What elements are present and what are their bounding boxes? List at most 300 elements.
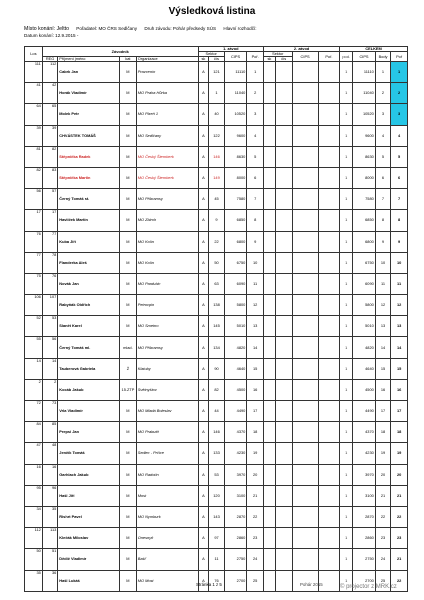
table-row <box>25 273 408 294</box>
cell-empty <box>275 167 292 188</box>
cell-name: Horák Vladimír <box>58 83 120 104</box>
cell-name: Havlíček Martin <box>58 210 120 231</box>
cell-name: Kuba Jiří <box>58 231 120 252</box>
print-info: Pohár 2015 <box>300 582 323 587</box>
cell-empty <box>318 210 339 231</box>
cell-empty <box>292 167 318 188</box>
cell-empty <box>264 401 276 422</box>
cell-empty <box>318 252 339 273</box>
cell-org: MO Kolín <box>136 252 198 273</box>
cell-total-cips: 7580 <box>353 189 376 210</box>
cell-los: 95 <box>25 485 43 506</box>
date-label: Datum konání: 12.9.2015 - <box>24 32 79 38</box>
cell-number: 9 <box>209 210 224 231</box>
watermark: © projector z MRK.cz <box>340 584 397 590</box>
cell-name: CHVÁSTEK TOMÁŠ <box>58 125 120 146</box>
table-row <box>25 83 408 104</box>
cell-sector: A <box>198 316 209 337</box>
cell-rank-round1: 20 <box>247 464 264 485</box>
cell-empty <box>275 189 292 210</box>
cell-empty <box>264 485 276 506</box>
cell-total-cips: 11110 <box>353 62 376 83</box>
cell-empty <box>292 401 318 422</box>
cell-los: 75 <box>25 273 43 294</box>
cell-empty <box>264 316 276 337</box>
cell-final-rank: 2 <box>391 83 408 104</box>
cell-empty <box>318 189 339 210</box>
cell-pod: 1 <box>340 316 353 337</box>
cell-reg: 78 <box>42 252 57 273</box>
cell-pod: 1 <box>340 570 353 591</box>
cell-rank-round1: 13 <box>247 316 264 337</box>
cell-final-rank: 5 <box>391 146 408 167</box>
cell-empty <box>264 422 276 443</box>
cell-reg: 85 <box>42 422 57 443</box>
cell-empty <box>264 379 276 400</box>
cell-number: 146 <box>209 146 224 167</box>
cell-sector: A <box>198 464 209 485</box>
cell-kat: mlad. <box>120 337 137 358</box>
cell-empty <box>275 401 292 422</box>
cell-org: MO Most <box>136 570 198 591</box>
cell-sector: A <box>198 570 209 591</box>
cell-number: 145 <box>209 316 224 337</box>
table-row <box>25 295 408 316</box>
cell-total-cips: 11040 <box>353 83 376 104</box>
cell-total-cips: 4230 <box>353 443 376 464</box>
cell-los: 64 <box>25 104 43 125</box>
cell-los: 47 <box>25 443 43 464</box>
cell-final-rank: 11 <box>391 273 408 294</box>
cell-kat: M <box>120 62 137 83</box>
cell-body: 2 <box>375 83 390 104</box>
header-sektor-2: Sektor <box>264 52 293 57</box>
cell-empty <box>318 295 339 316</box>
cell-rank-round1: 7 <box>247 189 264 210</box>
cell-empty <box>292 358 318 379</box>
cell-org: Klatuby <box>136 358 198 379</box>
cell-pod: 1 <box>340 167 353 188</box>
cell-number: 90 <box>209 358 224 379</box>
cell-org: MO Radotín <box>136 464 198 485</box>
header-round1: 1. závod <box>198 47 263 52</box>
table-row <box>25 316 408 337</box>
cell-empty <box>292 104 318 125</box>
cell-empty <box>275 252 292 273</box>
cell-empty <box>318 358 339 379</box>
cell-cips: 5800 <box>224 295 247 316</box>
cell-sector: A <box>198 549 209 570</box>
cell-reg: 112 <box>42 62 57 83</box>
cell-empty <box>292 443 318 464</box>
cell-kat: M <box>120 231 137 252</box>
venue-label: Místo konání: Jeltto <box>24 26 69 32</box>
table-row <box>25 189 408 210</box>
cell-reg: 39 <box>42 125 57 146</box>
cell-empty <box>292 125 318 146</box>
cell-final-rank: 12 <box>391 295 408 316</box>
cell-empty <box>275 316 292 337</box>
cell-reg: 73 <box>42 401 57 422</box>
cell-empty <box>275 273 292 294</box>
header-sk-1: sk <box>198 57 209 62</box>
cell-reg: 14 <box>42 358 57 379</box>
cell-empty <box>292 337 318 358</box>
cell-org: MO Zbiroh <box>136 210 198 231</box>
cell-number: 40 <box>209 104 224 125</box>
cell-rank-round1: 8 <box>247 210 264 231</box>
cell-name: Černý Tomáš ml. <box>58 337 120 358</box>
cell-number: 11 <box>209 549 224 570</box>
cell-empty <box>318 422 339 443</box>
cell-body: 24 <box>375 549 390 570</box>
cell-cips: 11110 <box>224 62 247 83</box>
cell-org: MO Český Šternberk <box>136 146 198 167</box>
cell-empty <box>264 358 276 379</box>
cell-total-cips: 4820 <box>353 337 376 358</box>
cell-reg: 51 <box>42 549 57 570</box>
table-row <box>25 167 408 188</box>
cell-pod: 1 <box>340 549 353 570</box>
cell-sector: A <box>198 231 209 252</box>
cell-empty <box>292 485 318 506</box>
cell-sector: A <box>198 379 209 400</box>
cell-pod: 1 <box>340 401 353 422</box>
cell-empty <box>264 570 276 591</box>
cell-total-cips: 6800 <box>353 231 376 252</box>
cell-body: 14 <box>375 337 390 358</box>
cell-sector: A <box>198 62 209 83</box>
header-name: Příjmení jméno <box>58 57 120 62</box>
document-title: Výsledková listina <box>168 6 256 17</box>
cell-cips: 3970 <box>224 464 247 485</box>
cell-empty <box>292 252 318 273</box>
cell-pod: 1 <box>340 125 353 146</box>
cell-number: 82 <box>209 379 224 400</box>
table-row <box>25 422 408 443</box>
cell-cips: 6800 <box>224 231 247 252</box>
cell-final-rank: 22 <box>391 570 408 591</box>
cell-rank-round1: 10 <box>247 252 264 273</box>
cell-reg: 65 <box>42 104 57 125</box>
cell-body: 11 <box>375 273 390 294</box>
cell-number: 143 <box>209 506 224 527</box>
cell-empty <box>318 146 339 167</box>
cell-pod: 1 <box>340 210 353 231</box>
header-cis-2: čís <box>275 57 292 62</box>
cell-pod: 1 <box>340 273 353 294</box>
cell-sector: A <box>198 273 209 294</box>
cell-number: 121 <box>209 62 224 83</box>
cell-empty <box>318 443 339 464</box>
cell-final-rank: 21 <box>391 485 408 506</box>
header-por-1: Poř. <box>247 52 264 62</box>
cell-rank-round1: 17 <box>247 401 264 422</box>
cell-empty <box>292 506 318 527</box>
cell-kat: 15.ZTP <box>120 379 137 400</box>
cell-body: 10 <box>375 252 390 273</box>
cell-empty <box>292 83 318 104</box>
cell-empty <box>318 62 339 83</box>
cell-reg: 57 <box>42 189 57 210</box>
cell-empty <box>264 273 276 294</box>
document-header <box>24 26 414 38</box>
header-por-2: Poř. <box>318 52 339 62</box>
cell-kat: M <box>120 506 137 527</box>
cell-los: 52 <box>25 316 43 337</box>
cell-cips: 4500 <box>224 379 247 400</box>
cell-cips: 4370 <box>224 422 247 443</box>
cell-pod: 1 <box>340 83 353 104</box>
cell-empty <box>264 252 276 273</box>
cell-name: Molek Petr <box>58 104 120 125</box>
cell-empty <box>318 337 339 358</box>
cell-empty <box>275 549 292 570</box>
cell-reg: 113 <box>42 528 57 549</box>
cell-total-cips: 4490 <box>353 401 376 422</box>
cell-kat: M <box>120 83 137 104</box>
cell-pod: 1 <box>340 295 353 316</box>
cell-body: 18 <box>375 422 390 443</box>
cell-pod: 1 <box>340 379 353 400</box>
cell-kat: M <box>120 528 137 549</box>
cell-empty <box>292 316 318 337</box>
cell-los: 34 <box>25 506 43 527</box>
cell-cips: 6750 <box>224 252 247 273</box>
cell-los: 81 <box>25 146 43 167</box>
cell-cips: 7580 <box>224 189 247 210</box>
cell-body: 3 <box>375 104 390 125</box>
header-round2: 2. závod <box>264 47 340 52</box>
cell-kat: M <box>120 422 137 443</box>
cell-final-rank: 20 <box>391 464 408 485</box>
table-row <box>25 549 408 570</box>
cell-empty <box>275 464 292 485</box>
cell-org: Pravcenín <box>136 62 198 83</box>
cell-empty <box>264 210 276 231</box>
cell-name: Kocáb Jakub <box>58 379 120 400</box>
table-row <box>25 337 408 358</box>
cell-empty <box>292 464 318 485</box>
table-row <box>25 231 408 252</box>
race-type-label: Druh závodu: Pohár předsedy SÚS <box>144 26 217 31</box>
cell-cips: 6850 <box>224 210 247 231</box>
cell-org: MO Pardubic <box>136 273 198 294</box>
cell-name: Stěpnička Radek <box>58 146 120 167</box>
cell-empty <box>264 295 276 316</box>
table-row <box>25 125 408 146</box>
cell-body: 7 <box>375 189 390 210</box>
cell-los: 17 <box>25 210 43 231</box>
cell-org: Světnyštov <box>136 379 198 400</box>
cell-final-rank: 19 <box>391 443 408 464</box>
cell-pod: 1 <box>340 104 353 125</box>
cell-org: Bašť <box>136 549 198 570</box>
cell-reg: 56 <box>42 337 57 358</box>
cell-body: 16 <box>375 379 390 400</box>
cell-pod: 1 <box>340 464 353 485</box>
cell-reg: 82 <box>42 146 57 167</box>
cell-reg: 42 <box>42 83 57 104</box>
cell-body: 12 <box>375 295 390 316</box>
cell-empty <box>275 231 292 252</box>
cell-name: Dědič Vladimír <box>58 549 120 570</box>
table-row <box>25 464 408 485</box>
cell-final-rank: 6 <box>391 167 408 188</box>
header-pod: pod. <box>340 52 353 62</box>
cell-sector: A <box>198 506 209 527</box>
cell-org: MO Český Šternberk <box>136 167 198 188</box>
cell-body: 22 <box>375 506 390 527</box>
cell-total-cips: 4500 <box>353 379 376 400</box>
results-body <box>25 62 408 592</box>
cell-empty <box>292 189 318 210</box>
cell-rank-round1: 19 <box>247 443 264 464</box>
cell-number: 146 <box>209 422 224 443</box>
cell-empty <box>264 506 276 527</box>
cell-rank-round1: 2 <box>247 83 264 104</box>
cell-body: 19 <box>375 443 390 464</box>
cell-pod: 1 <box>340 146 353 167</box>
cell-cips: 4640 <box>224 358 247 379</box>
cell-reg: 83 <box>42 167 57 188</box>
cell-cips: 4490 <box>224 401 247 422</box>
cell-empty <box>275 570 292 591</box>
cell-los: 77 <box>25 252 43 273</box>
cell-empty <box>264 83 276 104</box>
cell-name: Garhlach Jakub <box>58 464 120 485</box>
cell-rank-round1: 18 <box>247 422 264 443</box>
cell-total-cips: 2860 <box>353 528 376 549</box>
cell-empty <box>292 62 318 83</box>
cell-number: 53 <box>209 464 224 485</box>
cell-sector: A <box>198 422 209 443</box>
cell-empty <box>318 570 339 591</box>
cell-kat: M <box>120 295 137 316</box>
cell-empty <box>292 422 318 443</box>
cell-los: 50 <box>25 549 43 570</box>
cell-empty <box>318 104 339 125</box>
cell-sector: A <box>198 210 209 231</box>
cell-number: 97 <box>209 528 224 549</box>
cell-name: Hašl Lukáš <box>58 570 120 591</box>
cell-number: 1 <box>209 83 224 104</box>
page-number: Stránka 1 z 5 <box>196 582 222 587</box>
cell-number: 134 <box>209 337 224 358</box>
cell-kat: M <box>120 167 137 188</box>
cell-total-cips: 2750 <box>353 549 376 570</box>
header-total: CELKEM <box>340 47 408 52</box>
cell-cips: 6090 <box>224 273 247 294</box>
cell-org: Petrovpin <box>136 295 198 316</box>
cell-empty <box>264 528 276 549</box>
cell-rank-round1: 5 <box>247 146 264 167</box>
cell-los: 39 <box>25 125 43 146</box>
cell-org: MO Smetno <box>136 316 198 337</box>
cell-kat: M <box>120 485 137 506</box>
cell-cips: 2870 <box>224 506 247 527</box>
cell-final-rank: 23 <box>391 528 408 549</box>
cell-empty <box>292 379 318 400</box>
cell-empty <box>292 295 318 316</box>
cell-rank-round1: 6 <box>247 167 264 188</box>
cell-final-rank: 17 <box>391 401 408 422</box>
cell-reg: 16 <box>42 464 57 485</box>
cell-org: Most <box>136 485 198 506</box>
cell-rank-round1: 14 <box>247 337 264 358</box>
header-cis-1: čís <box>209 57 224 62</box>
cell-name: Prepsi Jan <box>58 422 120 443</box>
cell-empty <box>292 570 318 591</box>
cell-rank-round1: 3 <box>247 104 264 125</box>
cell-empty <box>318 464 339 485</box>
cell-empty <box>275 62 292 83</box>
table-row <box>25 62 408 83</box>
cell-name: Vrla Vladimír <box>58 401 120 422</box>
cell-name: Jenčík Tomáš <box>58 443 120 464</box>
cell-empty <box>264 443 276 464</box>
cell-empty <box>264 337 276 358</box>
header-body: Body <box>375 52 390 62</box>
cell-total-cips: 3970 <box>353 464 376 485</box>
cell-kat: M <box>120 125 137 146</box>
header-kat: kat <box>120 57 137 62</box>
cell-empty <box>292 549 318 570</box>
cell-pod: 1 <box>340 485 353 506</box>
cell-empty <box>318 231 339 252</box>
cell-pod: 1 <box>340 422 353 443</box>
cell-cips: 2700 <box>224 570 247 591</box>
cell-empty <box>318 83 339 104</box>
cell-name: Novák Jan <box>58 273 120 294</box>
cell-empty <box>292 210 318 231</box>
cell-empty <box>275 506 292 527</box>
cell-sector: A <box>198 358 209 379</box>
cell-los: 72 <box>25 401 43 422</box>
cell-final-rank: 3 <box>391 104 408 125</box>
cell-empty <box>275 422 292 443</box>
cell-empty <box>275 83 292 104</box>
cell-sector: A <box>198 146 209 167</box>
cell-name: Rabyňák Oldřich <box>58 295 120 316</box>
cell-kat: M <box>120 104 137 125</box>
header-por-total: Poř <box>391 52 408 62</box>
cell-empty <box>264 231 276 252</box>
cell-sector: A <box>198 401 209 422</box>
cell-number: 149 <box>209 167 224 188</box>
cell-rank-round1: 21 <box>247 485 264 506</box>
cell-pod: 1 <box>340 189 353 210</box>
cell-name: Rishrt Pavel <box>58 506 120 527</box>
cell-empty <box>318 273 339 294</box>
cell-pod: 1 <box>340 62 353 83</box>
cell-kat: M <box>120 549 137 570</box>
cell-rank-round1: 22 <box>247 506 264 527</box>
cell-cips: 2750 <box>224 549 247 570</box>
header-cips-total: CIPS <box>353 52 376 62</box>
cell-body: 13 <box>375 316 390 337</box>
cell-los: 82 <box>25 167 43 188</box>
cell-empty <box>318 506 339 527</box>
cell-rank-round1: 1 <box>247 62 264 83</box>
cell-total-cips: 10520 <box>353 104 376 125</box>
cell-pod: 1 <box>340 506 353 527</box>
cell-org: MO Prabuttt <box>136 422 198 443</box>
cell-empty <box>318 125 339 146</box>
cell-empty <box>275 210 292 231</box>
cell-final-rank: 16 <box>391 379 408 400</box>
cell-cips: 3100 <box>224 485 247 506</box>
